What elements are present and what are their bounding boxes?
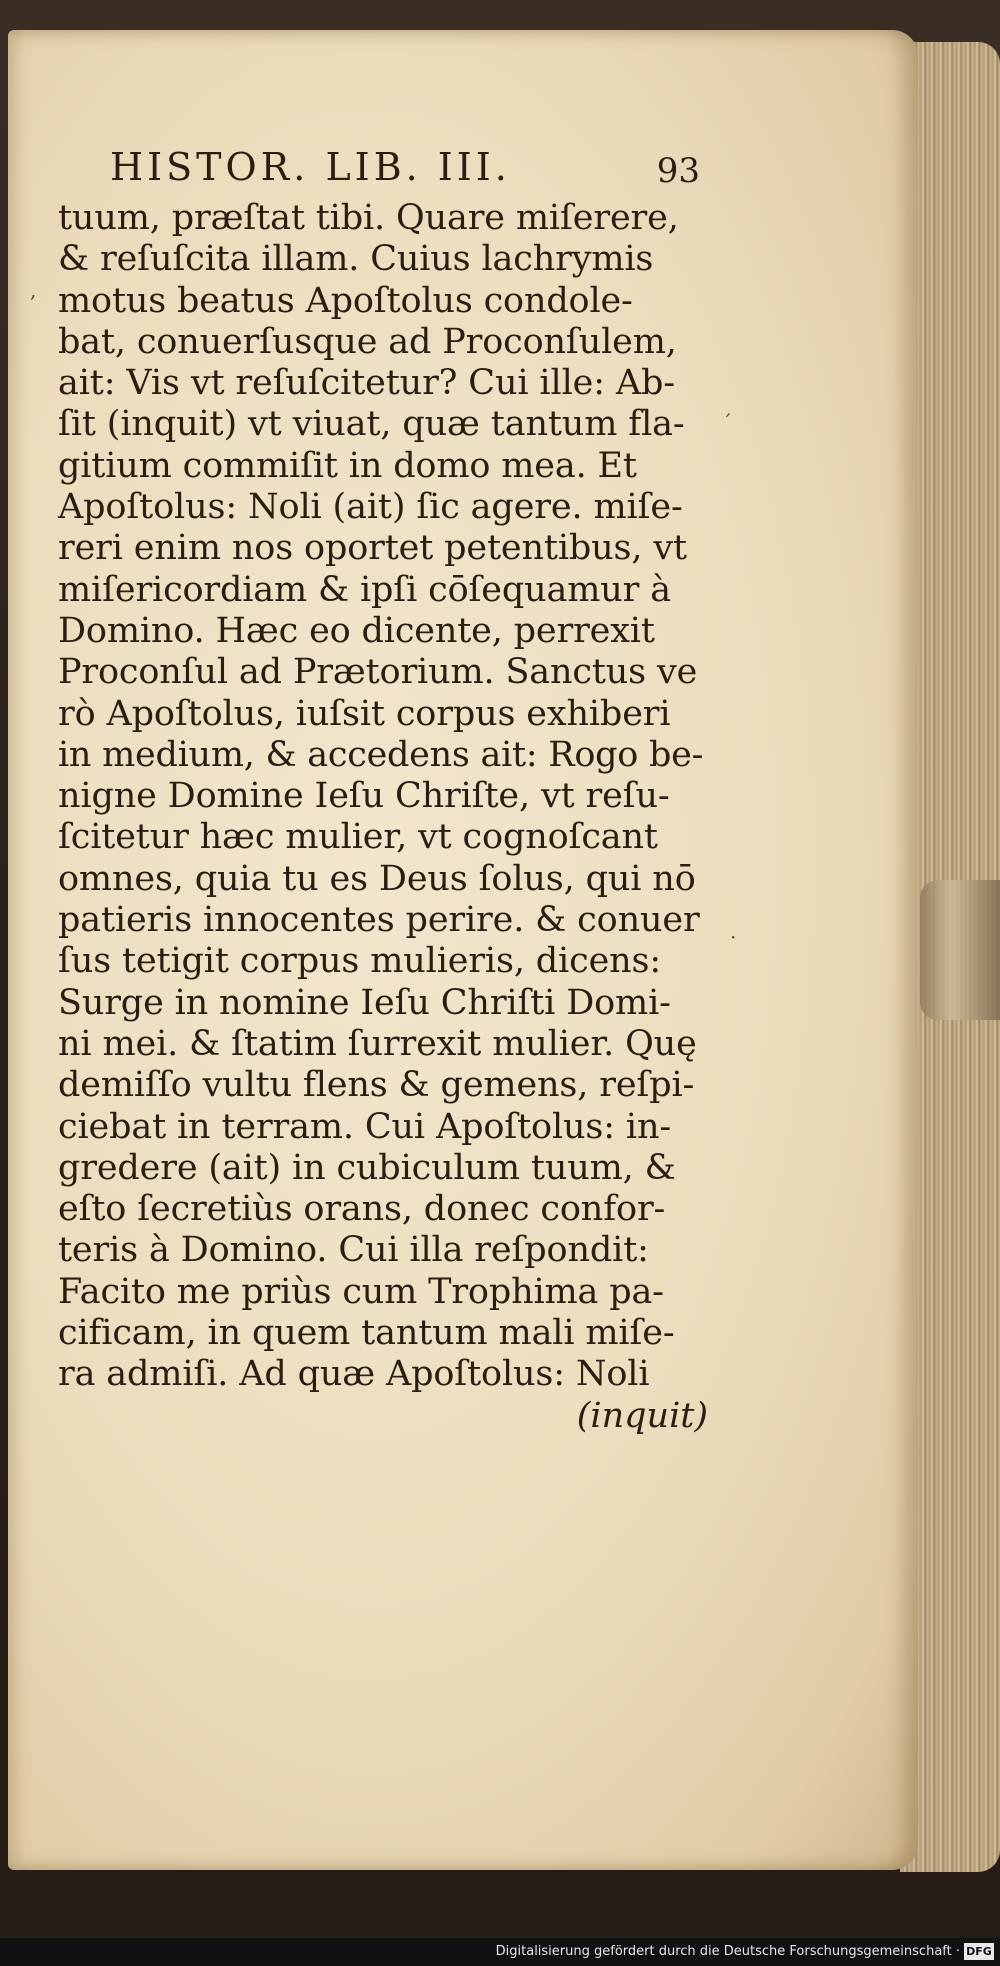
text-line: ait: Vis vt reſuſcitetur? Cui ille: Ab- — [58, 363, 676, 404]
page-number: 93 — [656, 151, 700, 191]
text-line: Facito me priùs cum Trophima pa- — [58, 1271, 664, 1312]
text-line: ſit (inquit) vt viuat, quæ tantum fla- — [58, 404, 685, 445]
margin-mark: ´ — [722, 410, 732, 434]
text-line: Proconſul ad Prætorium. Sanctus ve — [58, 652, 698, 693]
text-line: in medium, & accedens ait: Rogo be- — [58, 734, 704, 775]
body-text — [58, 198, 708, 1437]
text-line: & reſuſcita illam. Cuius lachrymis — [58, 239, 654, 280]
text-line: ciebat in terram. Cui Apoſtolus: in- — [58, 1106, 672, 1147]
margin-mark: · — [730, 925, 737, 949]
text-line: ſus tetigit corpus mulieris, dicens: — [58, 941, 662, 982]
text-line: eſto ſecretiùs orans, donec confor- — [58, 1189, 666, 1230]
text-line: patieris innocentes perire. & conuer — [58, 900, 700, 941]
book-clasp — [920, 880, 1000, 1020]
digitization-footer — [0, 1938, 1000, 1966]
text-line: gitium commiſit in domo mea. Et — [58, 445, 637, 486]
text-line: ſcitetur hæc mulier, vt cognoſcant — [58, 817, 658, 858]
footer-credit: Digitalisierung gefördert durch die Deutsche Forschungsgemeinschaft · — [495, 1944, 960, 1959]
dfg-logo: DFG — [964, 1943, 994, 1960]
page-header — [110, 145, 700, 197]
text-line: motus beatus Apoſtolus condole- — [58, 280, 633, 321]
text-line: reri enim nos oportet petentibus, vt — [58, 528, 687, 569]
text-line: demiſſo vultu flens & gemens, reſpi- — [58, 1065, 695, 1106]
text-line: ra admiſi. Ad quæ Apoſtolus: Noli — [58, 1354, 650, 1395]
running-title: HISTOR. LIB. III. — [110, 145, 511, 189]
text-line: Apoſtolus: Noli (ait) ſic agere. miſe- — [58, 487, 683, 528]
text-line: cificam, in quem tantum mali miſe- — [58, 1313, 675, 1354]
text-line: Domino. Hæc eo dicente, perrexit — [58, 610, 655, 651]
text-line: rò Apoſtolus, iuſsit corpus exhiberi — [58, 693, 671, 734]
text-line: tuum, præſtat tibi. Quare miſerere, — [58, 198, 679, 238]
text-line: gredere (ait) in cubiculum tuum, & — [58, 1147, 676, 1188]
text-line: Surge in nomine Ieſu Chriſti Domi- — [58, 982, 671, 1023]
text-line: omnes, quia tu es Deus ſolus, qui nō — [58, 858, 696, 899]
text-line: nigne Domine Ieſu Chriſte, vt reſu- — [58, 776, 670, 817]
text-line: bat, conuerſusque ad Proconſulem, — [58, 321, 677, 362]
text-line: teris à Domino. Cui illa reſpondit: — [58, 1230, 649, 1271]
text-line: miſericordiam & ipſi cōſequamur à — [58, 569, 671, 610]
margin-mark: , — [30, 278, 37, 302]
text-line: ni mei. & ſtatim ſurrexit mulier. Quę — [58, 1023, 697, 1064]
catchword: (inquit) — [576, 1395, 708, 1436]
